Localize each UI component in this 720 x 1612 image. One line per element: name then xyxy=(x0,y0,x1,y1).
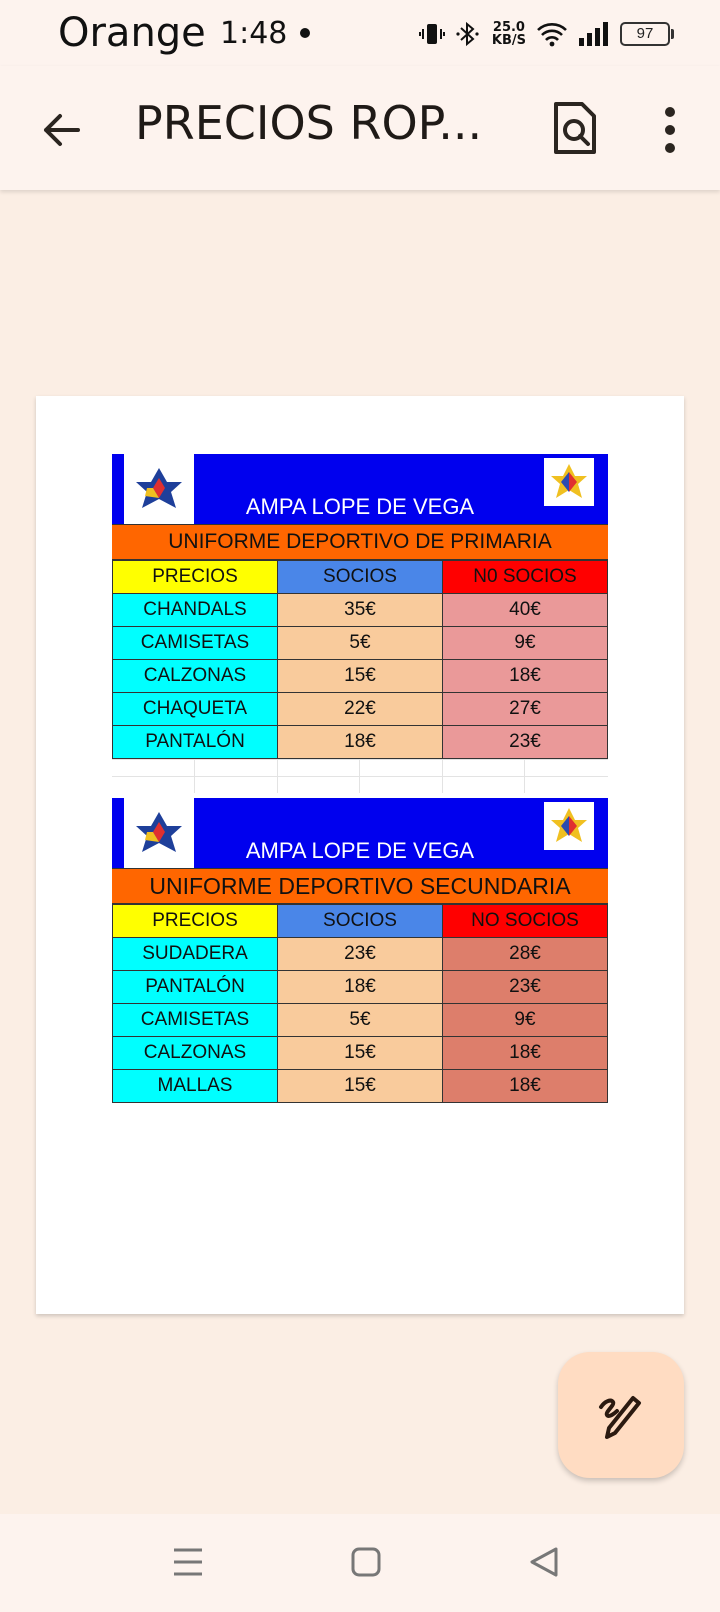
socios-price-cell: 5€ xyxy=(278,627,443,660)
table-row xyxy=(113,971,608,1004)
no-socios-price-cell: 18€ xyxy=(443,1070,608,1103)
wifi-icon xyxy=(536,21,568,47)
item-cell: PANTALÓN xyxy=(113,726,278,759)
system-navigation-bar xyxy=(0,1514,720,1612)
document-title: PRECIOS ROP... xyxy=(135,96,483,150)
square-icon[interactable] xyxy=(348,1544,384,1580)
header-precios: PRECIOS xyxy=(113,561,278,594)
item-cell: CALZONAS xyxy=(113,660,278,693)
battery-indicator: 97 xyxy=(620,22,670,46)
document-search-icon[interactable] xyxy=(552,102,598,156)
status-time: 1:48 xyxy=(220,16,288,51)
table-row xyxy=(113,594,608,627)
table-row xyxy=(113,1004,608,1037)
item-cell: MALLAS xyxy=(113,1070,278,1103)
header-socios: SOCIOS xyxy=(278,561,443,594)
arrow-left-icon[interactable] xyxy=(38,104,90,156)
menu-lines-icon[interactable] xyxy=(170,1544,206,1580)
signal-icon xyxy=(578,22,610,46)
document-page xyxy=(36,396,684,1314)
no-socios-price-cell: 9€ xyxy=(443,1004,608,1037)
item-cell: PANTALÓN xyxy=(113,971,278,1004)
no-socios-price-cell: 18€ xyxy=(443,660,608,693)
table-row xyxy=(113,627,608,660)
status-bar xyxy=(0,0,720,66)
network-speed-unit: KB/S xyxy=(491,33,526,48)
no-socios-price-cell: 9€ xyxy=(443,627,608,660)
socios-price-cell: 15€ xyxy=(278,660,443,693)
header-socios: SOCIOS xyxy=(278,905,443,938)
price-table-secundaria xyxy=(112,798,608,1103)
item-cell: SUDADERA xyxy=(113,938,278,971)
socios-price-cell: 35€ xyxy=(278,594,443,627)
item-cell: CAMISETAS xyxy=(113,627,278,660)
no-socios-price-cell: 27€ xyxy=(443,693,608,726)
socios-price-cell: 18€ xyxy=(278,971,443,1004)
banner-title: AMPA LOPE DE VEGA xyxy=(245,494,475,519)
edit-pen-icon xyxy=(595,1389,647,1441)
socios-price-cell: 15€ xyxy=(278,1070,443,1103)
no-socios-price-cell: 28€ xyxy=(443,938,608,971)
header-no-socios: NO SOCIOS xyxy=(443,905,608,938)
table-row xyxy=(113,693,608,726)
network-speed xyxy=(492,21,526,47)
table-banner xyxy=(112,454,608,524)
table-header-row xyxy=(113,561,608,594)
header-no-socios: N0 SOCIOS xyxy=(443,561,608,594)
no-socios-price-cell: 23€ xyxy=(443,971,608,1004)
socios-price-cell: 15€ xyxy=(278,1037,443,1070)
banner-title: AMPA LOPE DE VEGA xyxy=(245,838,475,863)
no-socios-price-cell: 18€ xyxy=(443,1037,608,1070)
no-socios-price-cell: 23€ xyxy=(443,726,608,759)
table-subtitle: UNIFORME DEPORTIVO DE PRIMARIA xyxy=(112,524,608,560)
table-row xyxy=(113,660,608,693)
table-subtitle: UNIFORME DEPORTIVO SECUNDARIA xyxy=(112,868,608,904)
bluetooth-icon xyxy=(456,20,482,48)
empty-grid-rows xyxy=(112,759,608,793)
table-header-row xyxy=(113,905,608,938)
edit-button[interactable] xyxy=(558,1352,684,1478)
price-table-primaria xyxy=(112,454,608,793)
price-grid xyxy=(112,904,608,1103)
table-row xyxy=(113,1037,608,1070)
no-socios-price-cell: 40€ xyxy=(443,594,608,627)
table-row xyxy=(113,726,608,759)
more-vert-icon[interactable] xyxy=(660,106,680,154)
table-row xyxy=(113,938,608,971)
table-banner xyxy=(112,798,608,868)
price-grid xyxy=(112,560,608,759)
table-row xyxy=(113,1070,608,1103)
carrier-name: Orange xyxy=(58,10,206,56)
app-bar xyxy=(0,66,720,190)
triangle-back-icon[interactable] xyxy=(526,1544,562,1580)
socios-price-cell: 18€ xyxy=(278,726,443,759)
vibrate-icon xyxy=(418,20,446,48)
notification-dot-icon xyxy=(300,28,310,38)
network-speed-value: 25.0 xyxy=(492,20,525,35)
socios-price-cell: 22€ xyxy=(278,693,443,726)
socios-price-cell: 5€ xyxy=(278,1004,443,1037)
item-cell: CAMISETAS xyxy=(113,1004,278,1037)
socios-price-cell: 23€ xyxy=(278,938,443,971)
item-cell: CHAQUETA xyxy=(113,693,278,726)
status-icons xyxy=(418,16,670,52)
header-precios: PRECIOS xyxy=(113,905,278,938)
item-cell: CHANDALS xyxy=(113,594,278,627)
item-cell: CALZONAS xyxy=(113,1037,278,1070)
